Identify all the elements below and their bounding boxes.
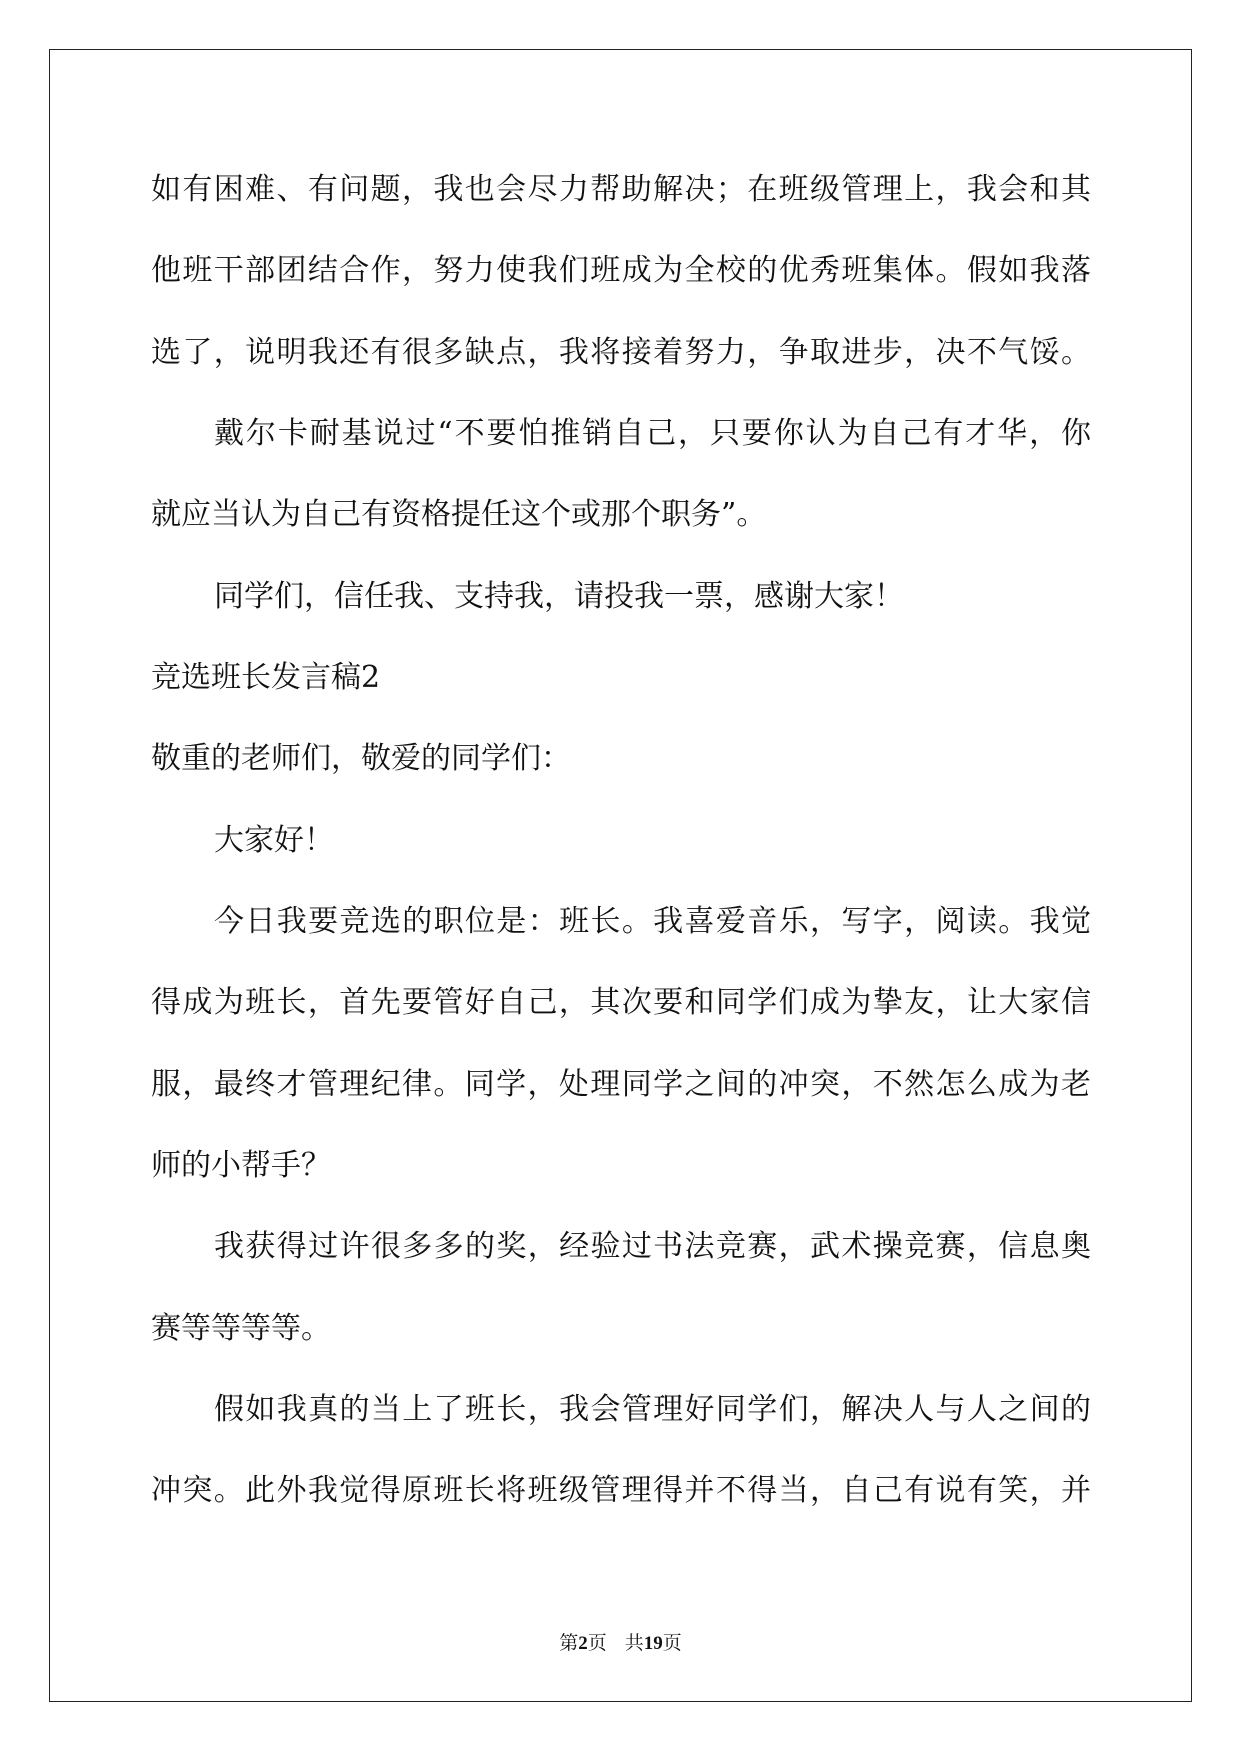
body-text-line: 赛等等等等。 (151, 1311, 331, 1346)
body-text-line: 就应当认为自己有资格提任这个或那个职务”。 (151, 497, 767, 532)
body-text-line: 冲突。此外我觉得原班长将班级管理得并不得当，自己有说有笑，并 (151, 1473, 1091, 1508)
body-text-line: 得成为班长，首先要管好自己，其次要和同学们成为挚友，让大家信 (151, 985, 1091, 1020)
page-footer (0, 1631, 1241, 1656)
page-border (49, 49, 1192, 1702)
body-text-line: 戴尔卡耐基说过“不要怕推销自己，只要你认为自己有才华，你 (214, 416, 1091, 451)
body-text-line: 今日我要竞选的职位是：班长。我喜爱音乐，写字，阅读。我觉 (214, 904, 1091, 939)
body-text-line: 如有困难、有问题，我也会尽力帮助解决；在班级管理上，我会和其 (151, 172, 1091, 207)
footer-total-prefix: 共 (624, 1632, 644, 1654)
total-pages-number: 19 (643, 1633, 663, 1654)
body-text-line: 假如我真的当上了班长，我会管理好同学们，解决人与人之间的 (214, 1392, 1091, 1427)
body-text-line: 选了，说明我还有很多缺点，我将接着努力，争取进步，决不气馁。 (151, 335, 1091, 370)
greeting: 大家好！ (214, 823, 334, 858)
body-text-line: 师的小帮手？ (151, 1148, 331, 1183)
section-title: 竞选班长发言稿2 (151, 660, 381, 695)
salutation: 敬重的老师们，敬爱的同学们： (151, 741, 571, 776)
body-text-line: 他班干部团结合作，努力使我们班成为全校的优秀班集体。假如我落 (151, 253, 1091, 288)
footer-prefix: 第 (559, 1632, 579, 1654)
footer-page-word: 页 (587, 1632, 607, 1654)
body-text-line: 服，最终才管理纪律。同学，处理同学之间的冲突，不然怎么成为老 (151, 1067, 1091, 1102)
body-text-line: 同学们，信任我、支持我，请投我一票，感谢大家！ (214, 579, 904, 614)
footer-total-suffix: 页 (662, 1632, 682, 1654)
current-page-number: 2 (578, 1633, 588, 1654)
body-text-line: 我获得过许很多多的奖，经验过书法竞赛，武术操竞赛，信息奥 (214, 1229, 1091, 1264)
